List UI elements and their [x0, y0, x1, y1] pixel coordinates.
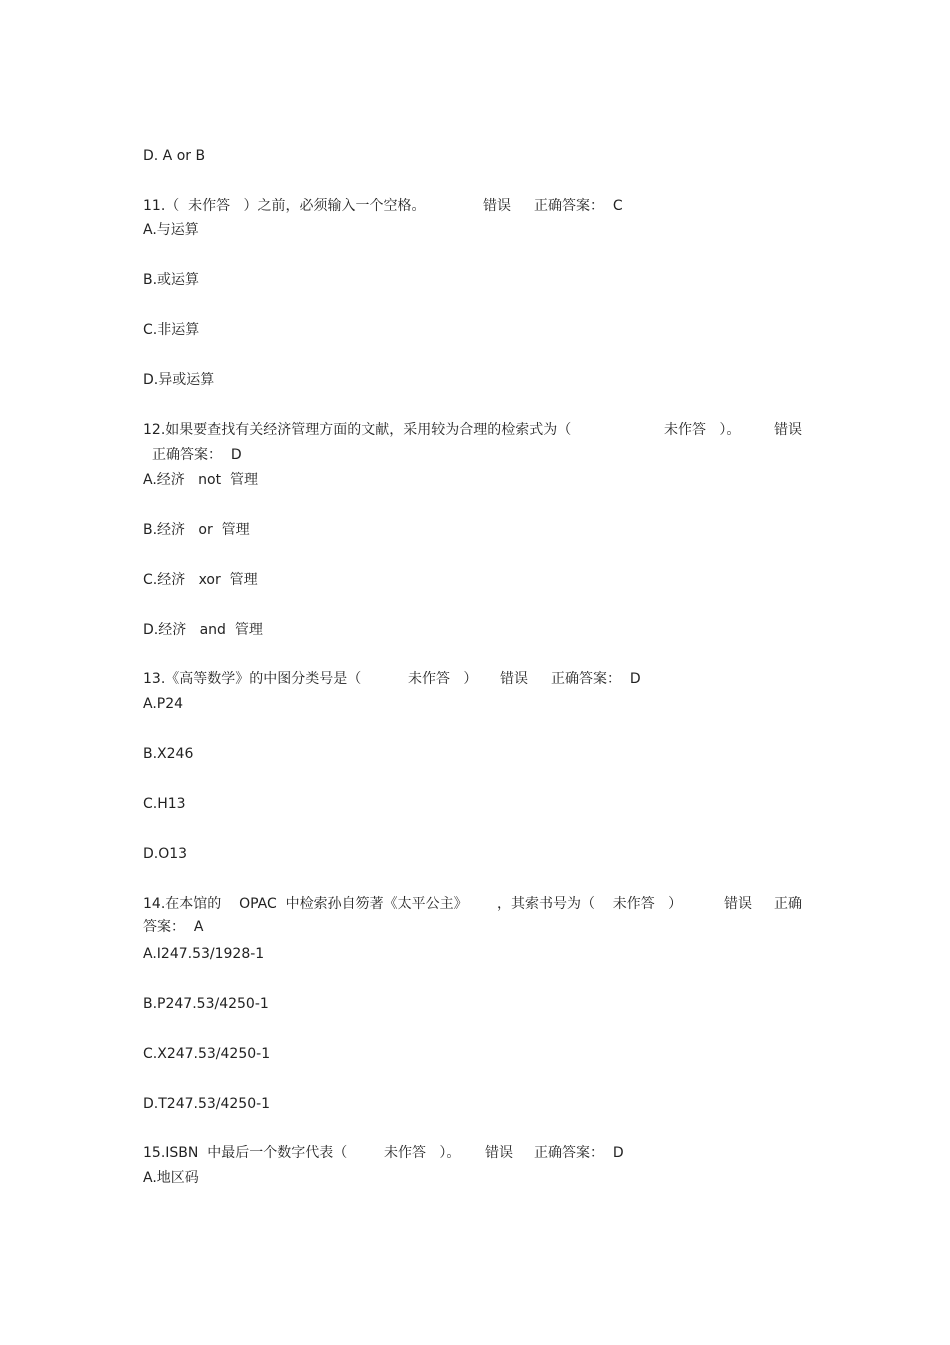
correct-answer-head: 正确 [774, 896, 802, 912]
question-stem: 11.（ 未作答 ）之前，必须输入一个空格。 [143, 198, 426, 214]
question-stem: 14.在本馆的 OPAC 中检索孙自笏著《太平公主》 [143, 896, 468, 912]
option-b: B.或运算 [143, 272, 200, 288]
option-a: A.I247.53/1928-1 [143, 946, 265, 962]
option-b: B.经济 or 管理 [143, 522, 250, 538]
result-label: 错误 [774, 422, 802, 438]
option-b: B.P247.53/4250-1 [143, 996, 269, 1012]
option-c: C.非运算 [143, 322, 200, 338]
answer-status: ，其索书号为（ 未作答 ） [497, 896, 683, 912]
question-stem: 12.如果要查找有关经济管理方面的文献，采用较为合理的检索式为（ [143, 422, 572, 438]
answer-status: 未作答 ）。 [664, 422, 741, 438]
option-d: D.T247.53/4250-1 [143, 1096, 271, 1112]
option-d: D.经济 and 管理 [143, 622, 263, 638]
correct-answer-tail: 答案： A [143, 919, 204, 935]
answer-status: 未作答 ）。 [384, 1145, 461, 1161]
correct-answer: 正确答案： D [534, 1145, 624, 1161]
option-d-prev: D. A or B [143, 148, 206, 164]
result-label: 错误 [500, 671, 528, 687]
option-c: C.H13 [143, 796, 186, 812]
option-d: D.异或运算 [143, 372, 215, 388]
option-b: B.X246 [143, 746, 194, 762]
option-d: D.O13 [143, 846, 188, 862]
result-label: 错误 [724, 896, 752, 912]
correct-answer: 正确答案： D [551, 671, 641, 687]
option-c: C.经济 xor 管理 [143, 572, 258, 588]
option-a: A.P24 [143, 696, 184, 712]
question-stem: 15.ISBN 中最后一个数字代表（ [143, 1145, 348, 1161]
option-a: A.经济 not 管理 [143, 472, 258, 488]
result-label: 错误 [485, 1145, 513, 1161]
option-a: A.与运算 [143, 222, 199, 238]
correct-answer: 正确答案： D [152, 447, 242, 463]
question-stem: 13.《高等数学》的中图分类号是（ [143, 671, 362, 687]
result-label: 错误 [483, 198, 511, 214]
correct-answer: 正确答案： C [534, 198, 623, 214]
option-a: A.地区码 [143, 1170, 199, 1186]
option-c: C.X247.53/4250-1 [143, 1046, 271, 1062]
answer-status: 未作答 ） [408, 671, 478, 687]
